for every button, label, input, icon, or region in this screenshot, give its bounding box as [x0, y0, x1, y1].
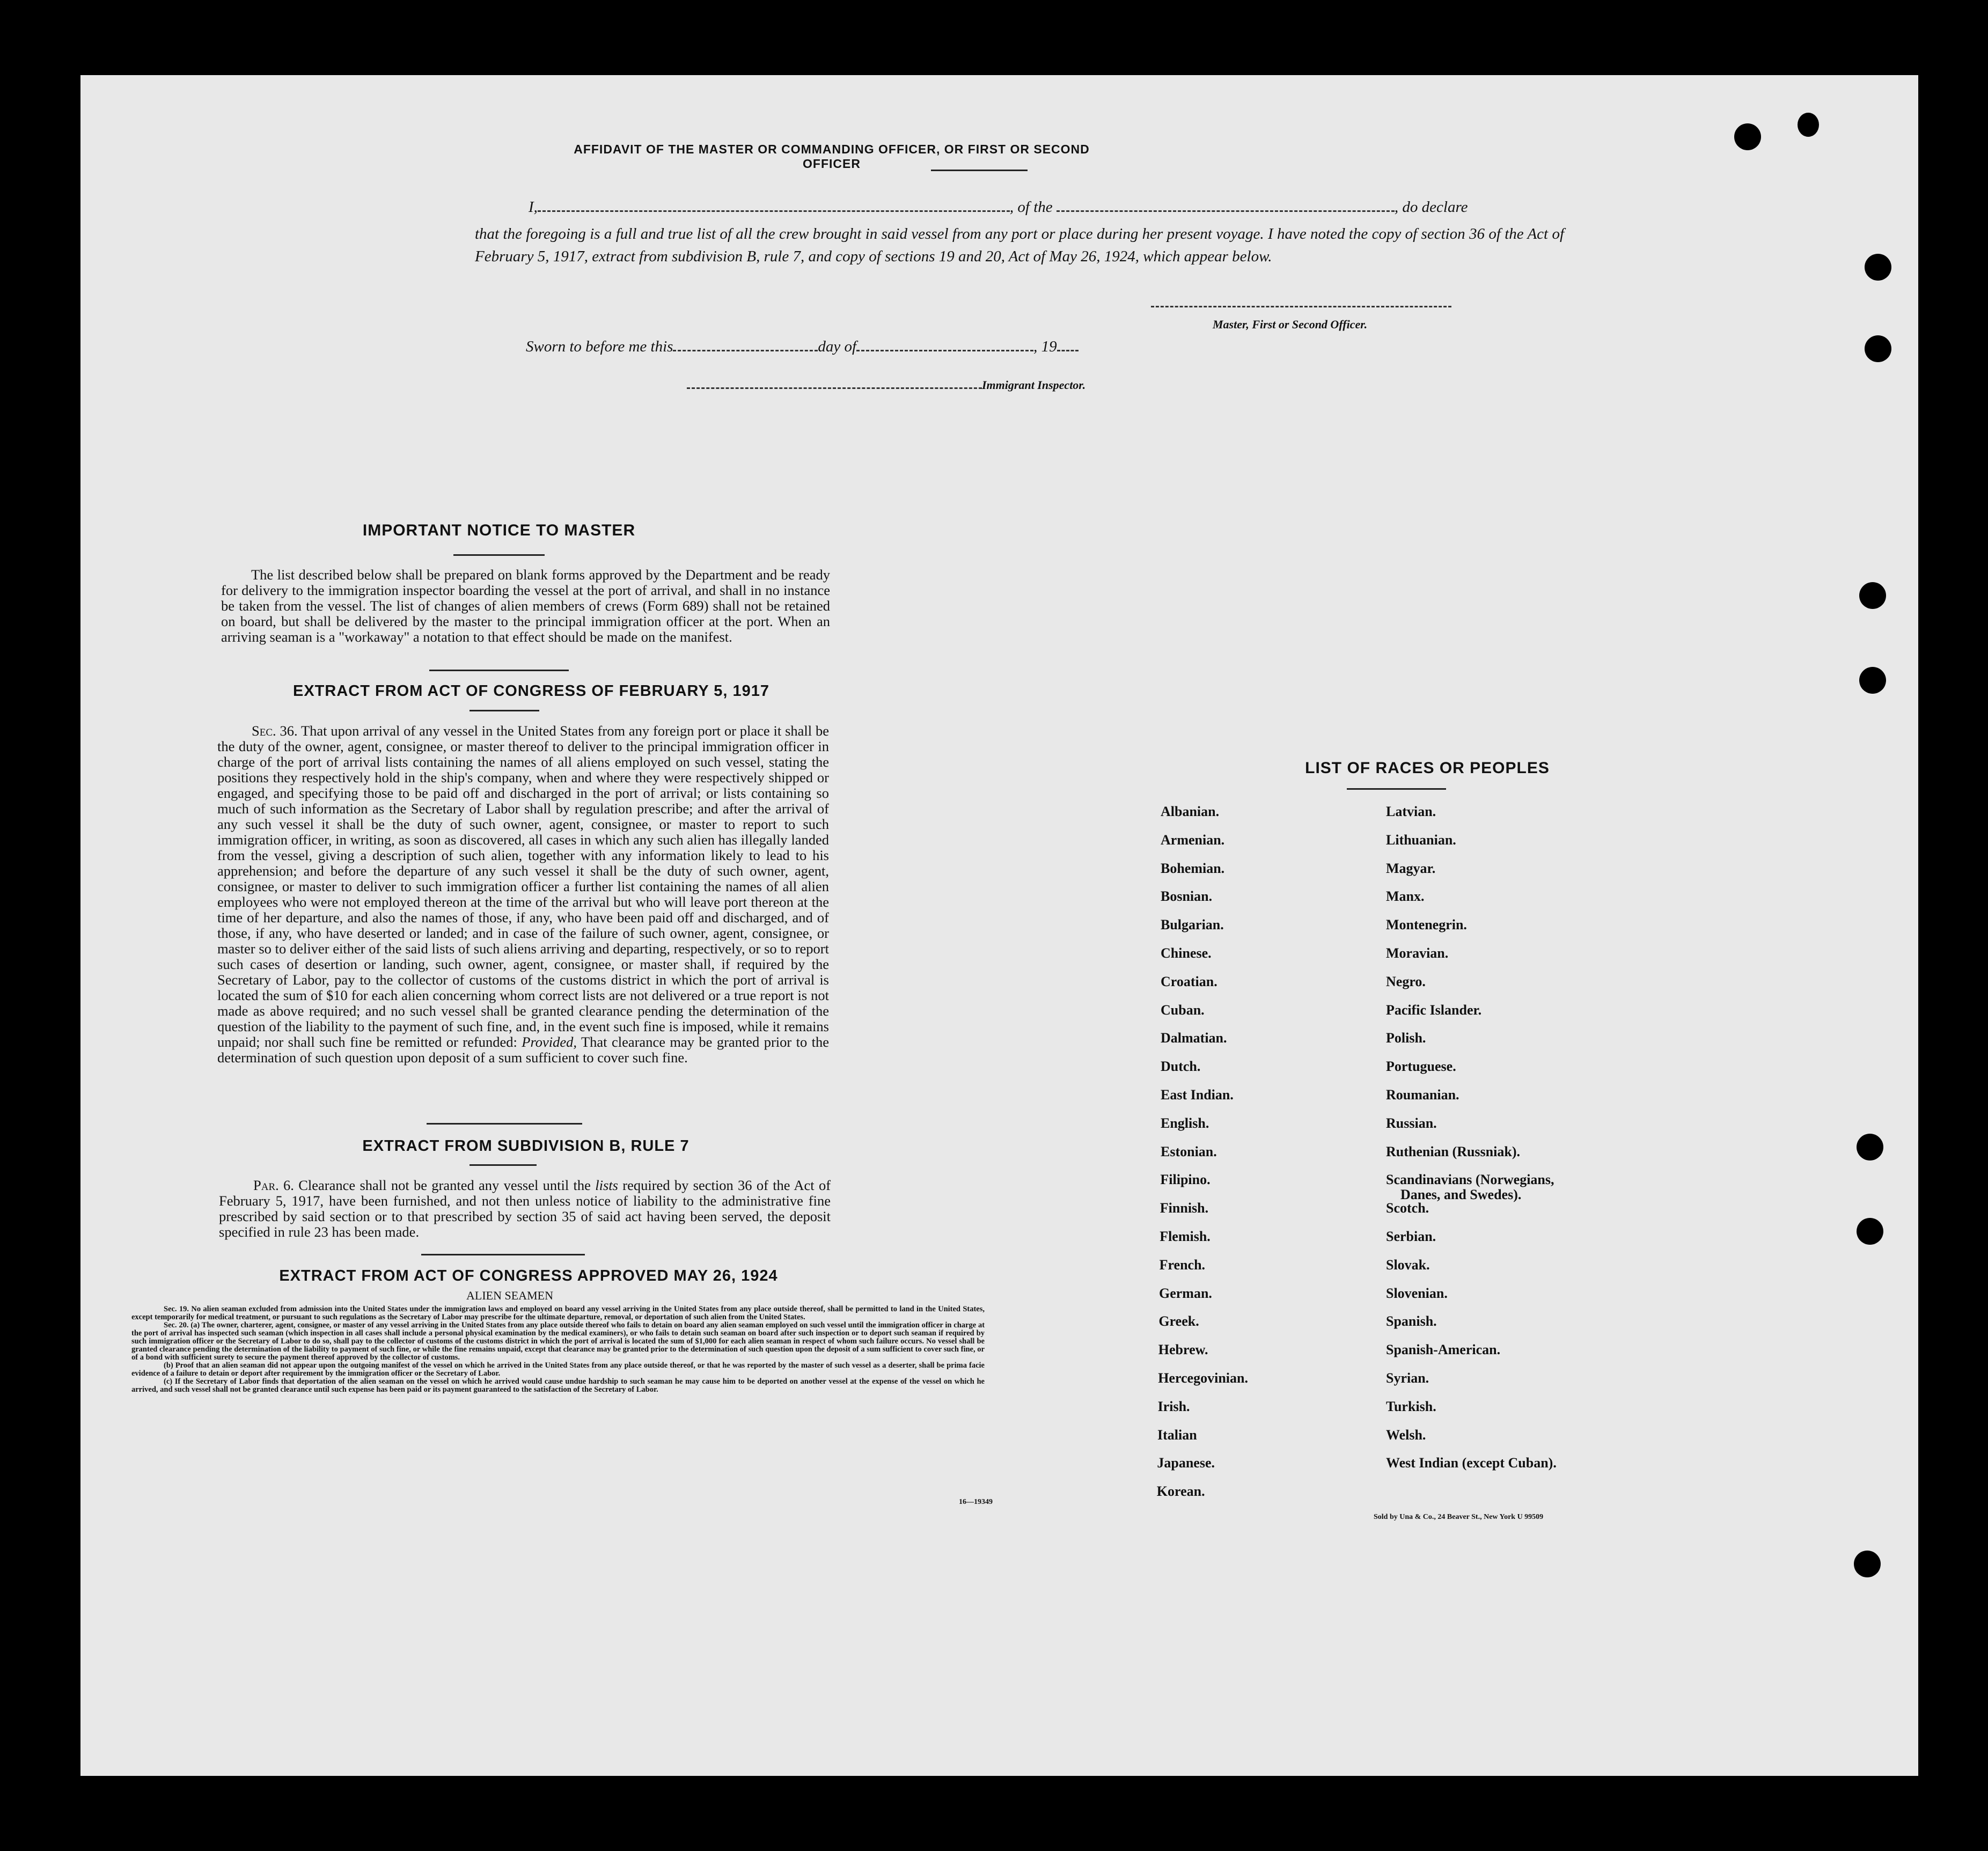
race-left-item: Hebrew. — [1158, 1342, 1208, 1358]
race-right-item: Roumanian. — [1386, 1087, 1459, 1103]
binder-hole — [1865, 335, 1891, 362]
race-left-item: German. — [1159, 1285, 1212, 1301]
extract-1924-sections — [131, 1305, 985, 1394]
race-left-item: Dalmatian. — [1161, 1030, 1227, 1046]
race-left-item: Croatian. — [1161, 973, 1217, 989]
sworn-prefix: Sworn to before me this — [526, 338, 673, 355]
extract-1917-rule — [470, 710, 539, 711]
race-left-item: Bulgarian. — [1161, 917, 1224, 933]
race-left-item: Greek. — [1158, 1313, 1199, 1330]
binder-hole — [1859, 582, 1886, 609]
day-of-label: day of — [818, 338, 857, 355]
sec-36-text: That upon arrival of any vessel in the United States from any foreign port or place it shall be the duty of the owner, agent, consignee, or master thereof to deliver to the principal immigration officer in charge of the port of arrival lists containing the names of all aliens employed on such vessel, stating the positions they respectively hold in the ship's company, when and where they were respectively shipped or engaged, and specifying those to be paid off and discharged in the port of arrival; or lists containing so much of such information as the Secretary of Labor shall by regulation prescribe; and after the arrival of any such vessel it shall be the duty of such owner, agent, consignee, or master to report to such immigration officer, in writing, as soon as discovered, all cases in which any such alien has illegally landed from the vessel, giving a description of such alien, together with any information likely to lead to his apprehension; and before the departure of any such vessel it shall be the duty of such owner, agent, consignee, or master to deliver to such immigration officer a further list containing the names of all alien employees who were not employed thereon at the time of the arrival but who will leave port thereon at the time of her departure, and also the names of those, if any, who have been paid off and discharged, and of those, if any, who have deserted or landed; and in case of the failure of such owner, agent, consignee, or master so to deliver either of the said lists of such aliens arriving and departing, respectively, or so to report such cases of desertion or landing, such owner, agent, consignee, or master shall, if required by the Secretary of Labor, pay to the collector of customs of the customs district in which the port of arrival is located the sum of $10 for each alien concerning whom correct lists are not delivered or a true report is not made as above required; and no such vessel shall be granted clearance pending the determination of the question of the liability to the payment of such fine, and, in the event such fine is imposed, while it remains unpaid; nor shall such fine be remitted or refunded: — [217, 723, 829, 1050]
sworn-year-field[interactable] — [1057, 350, 1079, 351]
printer-imprint: Sold by Una & Co., 24 Beaver St., New York U 99509 — [1374, 1513, 1544, 1521]
race-left-item: Hercegovinian. — [1158, 1370, 1248, 1386]
race-left-item: Armenian. — [1161, 832, 1225, 848]
sworn-month-field[interactable] — [856, 350, 1033, 351]
document-page — [80, 75, 1918, 1776]
race-left-item: Finnish. — [1160, 1200, 1209, 1216]
signature-line[interactable] — [1151, 306, 1451, 307]
sworn-line — [526, 338, 1277, 356]
sec-20c-text: (c) If the Secretary of Labor finds that deportation of the alien seaman on the vessel on which he arrived would cause undue hardship to such seaman he may cause him to be deported on another vessel at the expense of the vessel on which he arrived, and such vessel shall not be granted clearance until such expense has been paid or its payment guaranteed to the satisfaction of the Secretary of Labor. — [131, 1377, 985, 1394]
sec-20a-paragraph — [131, 1321, 985, 1362]
binder-hole — [1857, 1134, 1883, 1160]
affidavit-body: that the foregoing is a full and true list of all the crew brought in said vessel from any port or place during her present voyage. I have noted the copy of section 36 of the Act of February 5, 1917, extract from subdivision B, rule 7, and copy of sections 19 and 20, Act of May 26, 1924, which appear below. — [475, 225, 1564, 265]
race-right-item: Moravian. — [1386, 945, 1449, 961]
subdivision-b-rule — [470, 1164, 537, 1166]
sec-36-paragraph — [217, 723, 829, 1066]
binder-hole — [1734, 123, 1761, 150]
race-left-item: Japanese. — [1157, 1455, 1215, 1471]
year-label: , 19 — [1033, 338, 1057, 355]
race-left-item: Estonian. — [1161, 1143, 1217, 1159]
race-right-item: Scotch. — [1386, 1200, 1429, 1216]
race-right-item: Welsh. — [1386, 1427, 1426, 1443]
race-right-item: Ruthenian (Russniak). — [1386, 1143, 1520, 1159]
binder-hole — [1854, 1551, 1881, 1577]
race-right-item: Manx. — [1386, 888, 1425, 905]
race-right-item: Scandinavians (Norwegians, — [1386, 1172, 1554, 1188]
affidavit-declaration-line — [529, 199, 1564, 216]
notice-text: The list described below shall be prepared on blank forms approved by the Department and be ready for delivery to the immigration inspector boarding the vessel at the port of arrival, and shall in no instance be taken from the vessel. The list of changes of alien members of crews (Form 689) shall not be retained on board, but shall be delivered by the master to the principal immigration officer at the port. When an arriving seaman is a "workaway" a notation to that effect should be made on the manifest. — [221, 567, 830, 645]
race-left-item: Italian — [1157, 1427, 1197, 1443]
subdivision-b-divider — [421, 1254, 585, 1255]
race-right-item: Montenegrin. — [1386, 917, 1467, 933]
sworn-day-field[interactable] — [673, 350, 818, 351]
sec-20-label: Sec. 20. — [164, 1321, 189, 1330]
race-left-item: Irish. — [1157, 1398, 1190, 1414]
race-left-item: Filipino. — [1160, 1172, 1211, 1188]
sec-36-label: Sec. 36. — [252, 723, 298, 739]
race-right-item: Latvian. — [1386, 804, 1436, 819]
race-left-item: Albanian. — [1161, 804, 1220, 819]
alien-seamen-subheading: ALIEN SEAMEN — [466, 1289, 553, 1302]
of-the-label: , of the — [1009, 199, 1053, 216]
race-right-item: Serbian. — [1386, 1229, 1436, 1244]
signature-label: Master, First or Second Officer. — [1213, 318, 1368, 331]
races-rule — [1347, 788, 1446, 790]
sec-20a-text: (a) The owner, charterer, agent, consignee, or master of any vessel arriving in the United States from any place outside thereof who fails to detain on board any alien seaman employed on such vessel until the immigration officer in charge at the port of arrival has inspected such seaman (which inspection in all cases shall include a personal physical examination by the medical examiners), or who fails to detain such seaman on board after such inspection or to deport such seaman if required by such immigration officer or the Secretary of Labor to do so, shall pay to the collector of customs of the customs district in which the port of arrival is located the sum of $1,000 for each alien seaman in respect of whom such failure occurs. No vessel shall be granted clearance pending the determination of the liability to payment of such fine, or while the fine remains unpaid, except that clearance may be granted prior to the determination of such question upon the deposit of a sum sufficient to cover such fine, or of a bond with sufficient surety to secure the payment thereof approved by the collector of customs. — [131, 1321, 985, 1362]
extract-1917-divider — [427, 1123, 582, 1125]
notice-rule — [453, 554, 545, 556]
race-right-item: Polish. — [1386, 1030, 1426, 1046]
inspector-label: Immigrant Inspector. — [982, 378, 1086, 392]
race-right-item: Slovenian. — [1386, 1285, 1448, 1301]
name-field[interactable] — [538, 210, 1010, 212]
affidavit-heading: AFFIDAVIT OF THE MASTER OR COMMANDING OFFICER, OR FIRST OR SECOND OFFICER — [574, 142, 1090, 171]
race-left-item: East Indian. — [1161, 1087, 1234, 1103]
race-left-item: Cuban. — [1161, 1002, 1205, 1018]
binder-hole — [1859, 667, 1886, 694]
binder-hole — [1798, 113, 1819, 137]
race-right-item: West Indian (except Cuban). — [1386, 1455, 1557, 1471]
race-left-item: Flemish. — [1160, 1229, 1211, 1244]
race-right-item: Danes, and Swedes). — [1400, 1187, 1522, 1203]
extract-1917-heading: EXTRACT FROM ACT OF CONGRESS OF FEBRUARY 5, 1917 — [292, 682, 770, 700]
race-right-item: Pacific Islander. — [1386, 1002, 1482, 1018]
race-left-item: Bohemian. — [1161, 860, 1225, 876]
sec-19-paragraph — [131, 1305, 985, 1321]
races-heading: LIST OF RACES OR PEOPLES — [1305, 759, 1550, 777]
race-right-item: Portuguese. — [1386, 1059, 1456, 1075]
race-left-item: Korean. — [1156, 1483, 1205, 1500]
race-right-item: Magyar. — [1386, 860, 1436, 876]
par-6-paragraph — [219, 1178, 831, 1240]
provided-word: Provided, — [522, 1034, 577, 1050]
race-right-item: Syrian. — [1386, 1370, 1429, 1386]
par-6-text-b: required by section 36 of the Act of February 5, 1917, have been furnished, and not then unless notice of liability to the administrative fine prescribed by said section or to that prescribed by section 35 of said act having been served, the deposit specified in rule 23 has been made. — [219, 1177, 831, 1240]
race-right-item: Russian. — [1386, 1115, 1437, 1131]
notice-heading: IMPORTANT NOTICE TO MASTER — [362, 521, 636, 539]
race-right-item: Slovak. — [1386, 1257, 1430, 1273]
sec-19-label: Sec. 19. — [164, 1305, 189, 1313]
race-right-item: Lithuanian. — [1386, 832, 1456, 848]
extract-1924-heading: EXTRACT FROM ACT OF CONGRESS APPROVED MAY 26, 1924 — [279, 1267, 778, 1284]
race-left-item: English. — [1161, 1115, 1209, 1131]
binder-hole — [1857, 1218, 1883, 1245]
race-right-item: Spanish. — [1386, 1313, 1437, 1330]
race-left-item: Dutch. — [1161, 1059, 1201, 1075]
binder-hole — [1865, 254, 1891, 281]
race-right-item: Negro. — [1386, 973, 1426, 989]
notice-divider — [429, 670, 569, 671]
race-left-item: Bosnian. — [1161, 888, 1213, 905]
race-right-item: Turkish. — [1386, 1398, 1436, 1414]
inspector-line — [687, 378, 1223, 392]
vessel-field[interactable] — [1057, 210, 1395, 212]
par-6-label: Par. 6. — [253, 1177, 294, 1193]
do-declare-label: , do declare — [1394, 199, 1468, 216]
lists-word: lists — [595, 1177, 618, 1193]
sec-36-text-end: That clearance may be granted prior to the determination of such question upon deposit of a sum sufficient to cover such fine. — [217, 1034, 830, 1066]
heading-rule — [931, 170, 1028, 171]
sec-20b-text: (b) Proof that an alien seaman did not appear upon the outgoing manifest of the vessel on which he arrived in the United States from any place outside thereof, or that he was reported by the master of such vessel as a deserter, shall be prima facie evidence of a failure to detain or deport after requirement by the immigration officer or the Secretary of Labor. — [131, 1361, 985, 1378]
subdivision-b-heading: EXTRACT FROM SUBDIVISION B, RULE 7 — [362, 1137, 689, 1155]
inspector-signature-field[interactable] — [687, 387, 982, 389]
i-label: I, — [529, 199, 538, 216]
race-right-item: Spanish-American. — [1386, 1342, 1501, 1358]
sec-19-text: No alien seaman excluded from admission into the United States under the immigration laws and employed on board any vessel arriving in the United States from any place outside thereof, shall be permitted to land in the United States, except temporarily for medical treatment, or pursuant to such regulations as the Secretary of Labor may prescribe for the ultimate departure, removal, or deportation of such alien from the United States. — [131, 1305, 985, 1321]
form-number: 16—19349 — [959, 1498, 993, 1506]
par-6-text-a: Clearance shall not be granted any vessel until the — [298, 1177, 591, 1193]
race-left-item: Chinese. — [1161, 945, 1212, 961]
race-left-item: French. — [1159, 1257, 1206, 1273]
